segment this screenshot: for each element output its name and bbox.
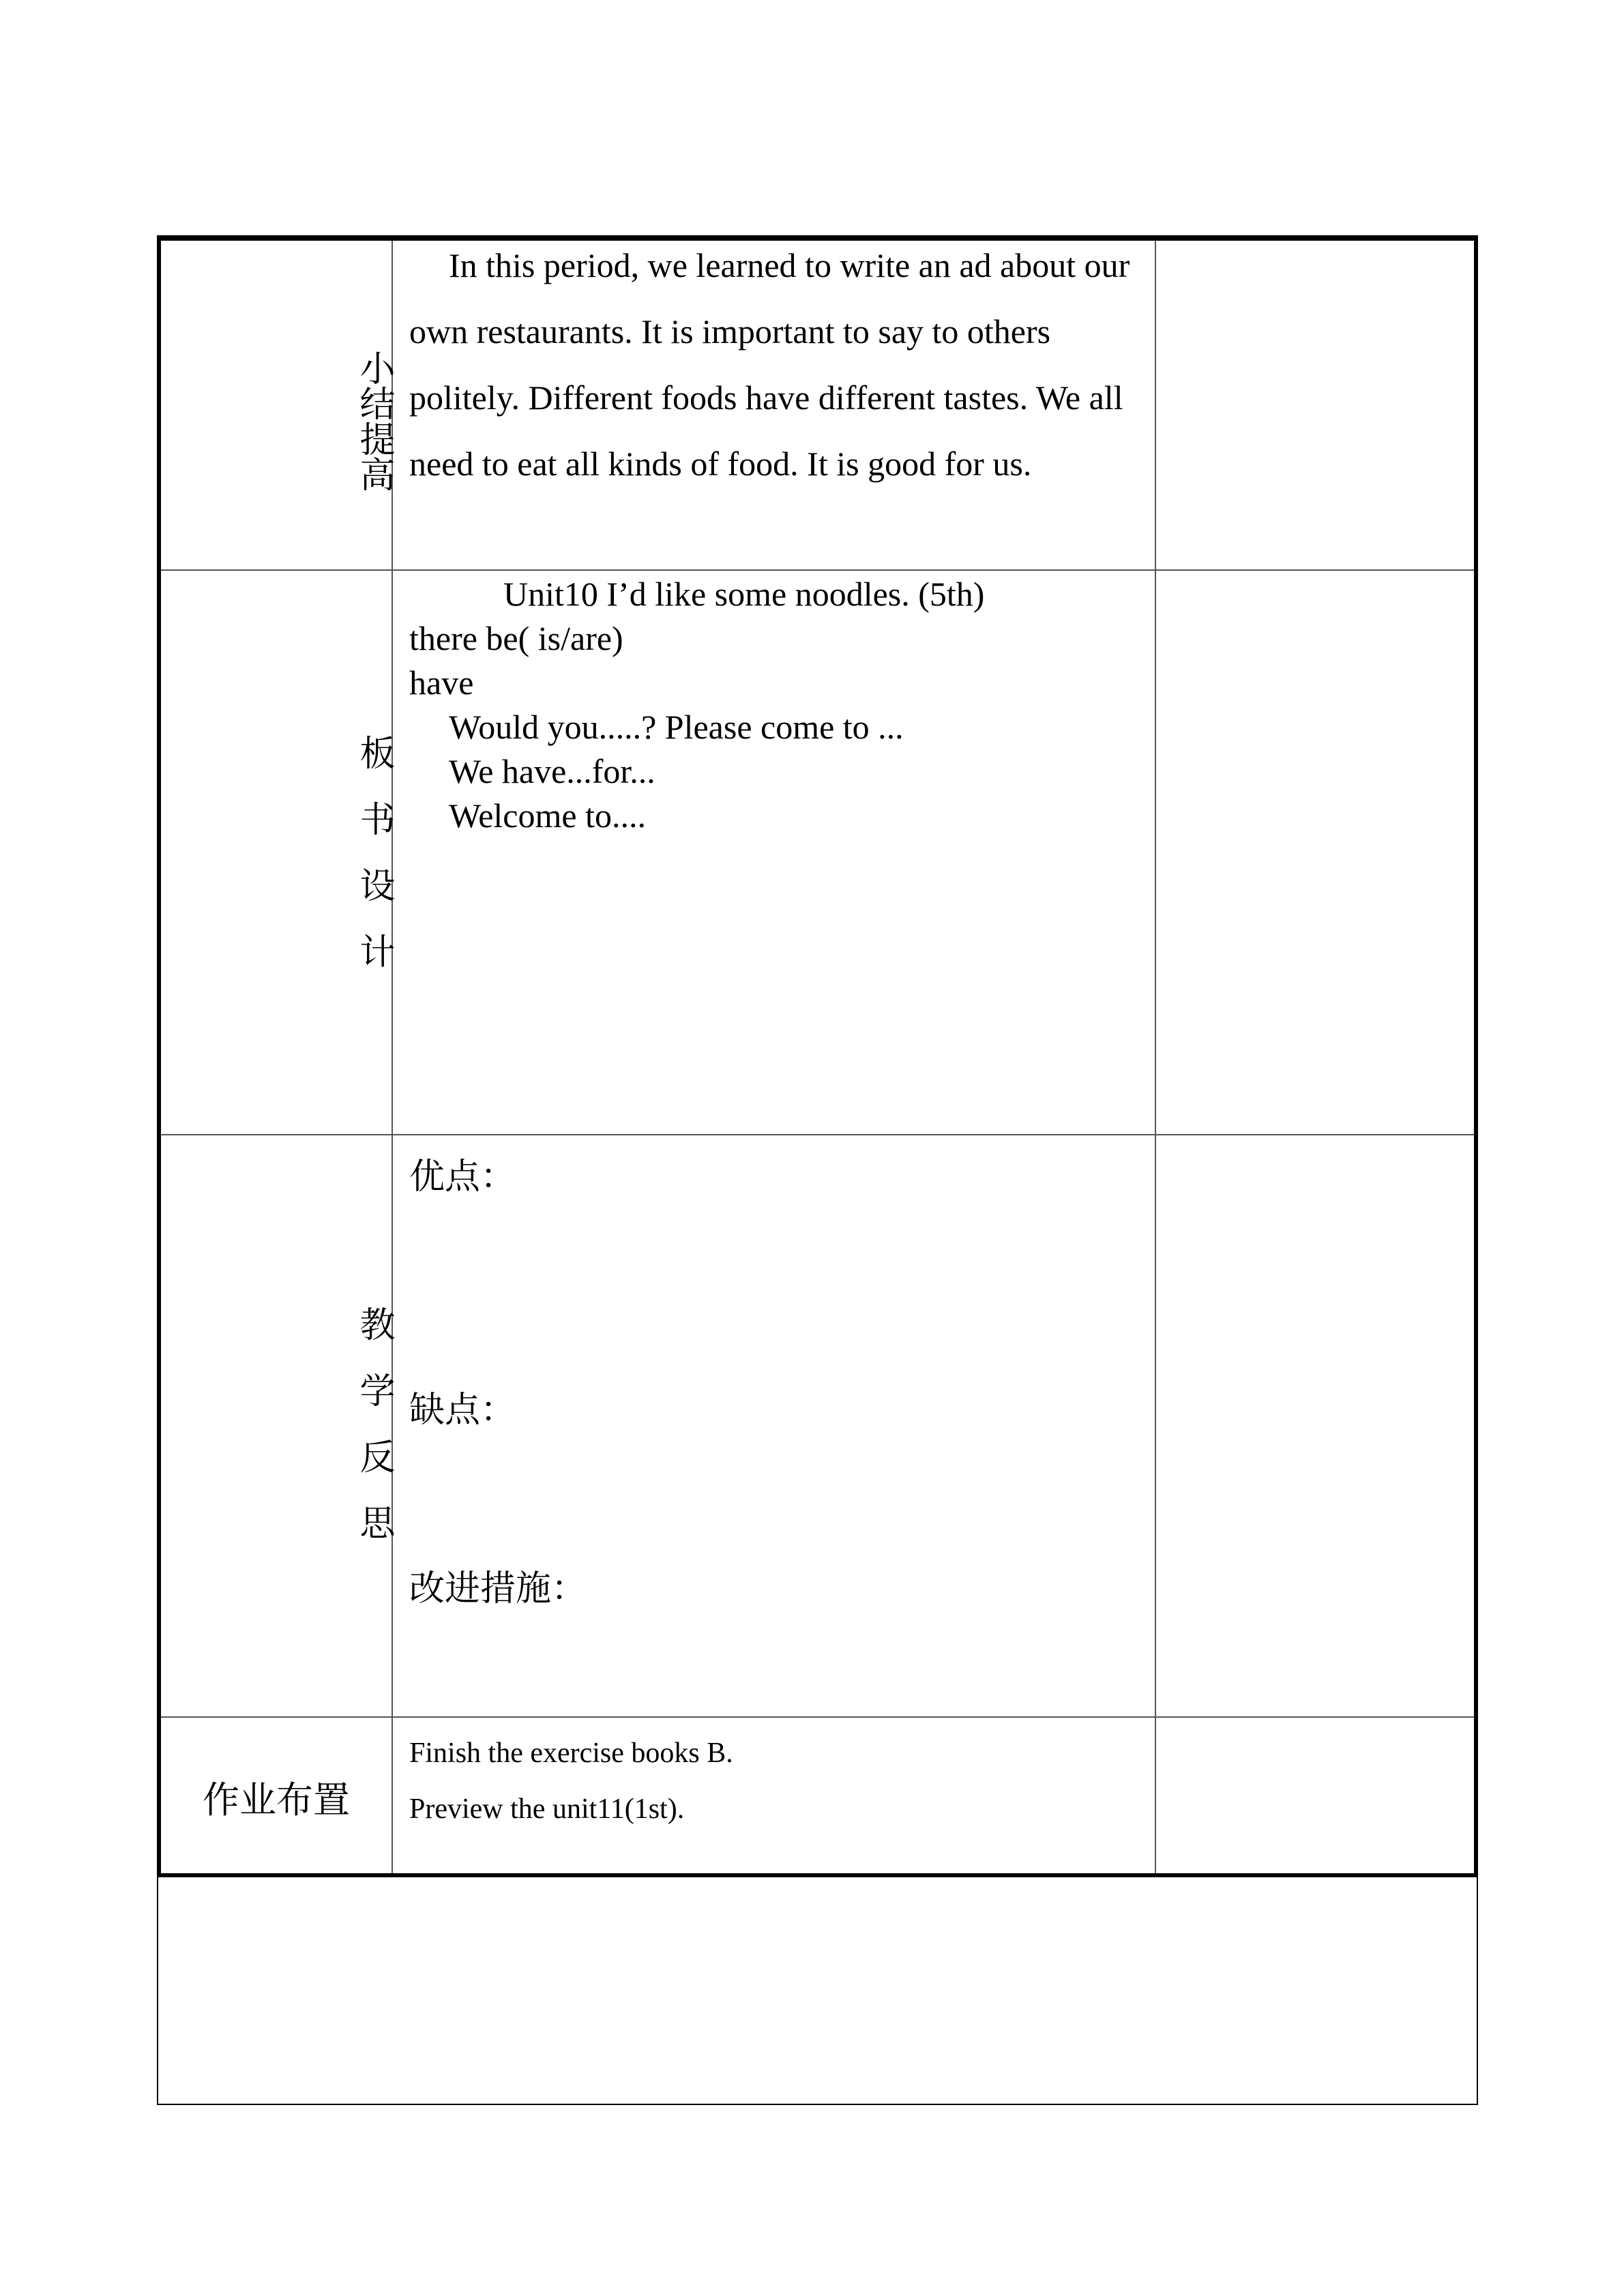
board-line: We have...for... xyxy=(449,752,655,790)
board-label: 板书设计 xyxy=(353,734,394,999)
improvements-label: 改进措施： xyxy=(409,1568,587,1609)
board-notes-cell xyxy=(1156,571,1477,1134)
board-line: there be( is/are) xyxy=(409,619,623,657)
board-title: Unit10 I’d like some noodles. (5th) xyxy=(503,575,985,613)
board-line: Welcome to.... xyxy=(449,796,646,835)
lesson-plan-table xyxy=(158,237,1477,1877)
board-row xyxy=(161,571,1474,1135)
homework-label-cell xyxy=(161,1718,393,1873)
homework-notes-cell xyxy=(1156,1718,1477,1873)
summary-text: In this period, we learned to write an ad about our own restaurants. It is important to say to others politely. Different foods have different tastes. We all need to eat all kinds of food. It is good for us. xyxy=(409,246,1130,483)
homework-line: Finish the exercise books B. xyxy=(409,1738,733,1769)
reflection-row xyxy=(161,1135,1474,1718)
reflection-label: 教学反思 xyxy=(353,1306,394,1570)
advantages-label: 优点： xyxy=(409,1157,516,1197)
board-label-cell xyxy=(161,571,393,1134)
summary-content-cell xyxy=(393,241,1156,569)
reflection-notes-cell xyxy=(1156,1135,1477,1716)
summary-notes-cell xyxy=(1156,241,1477,569)
homework-content-cell xyxy=(393,1718,1156,1873)
summary-row xyxy=(161,241,1474,571)
board-line: Would you.....? Please come to ... xyxy=(449,708,904,746)
page-frame xyxy=(157,235,1478,2105)
summary-label: 小结提高 xyxy=(353,350,394,492)
board-line: have xyxy=(409,664,474,702)
reflection-label-cell xyxy=(161,1135,393,1716)
homework-label: 作业布置 xyxy=(203,1778,350,1821)
summary-label-cell xyxy=(161,241,393,569)
homework-row xyxy=(161,1718,1474,1873)
reflection-content-cell xyxy=(393,1135,1156,1716)
board-content-cell xyxy=(393,571,1156,1134)
disadvantages-label: 缺点： xyxy=(409,1390,516,1431)
homework-line: Preview the unit11(1st). xyxy=(409,1793,685,1825)
